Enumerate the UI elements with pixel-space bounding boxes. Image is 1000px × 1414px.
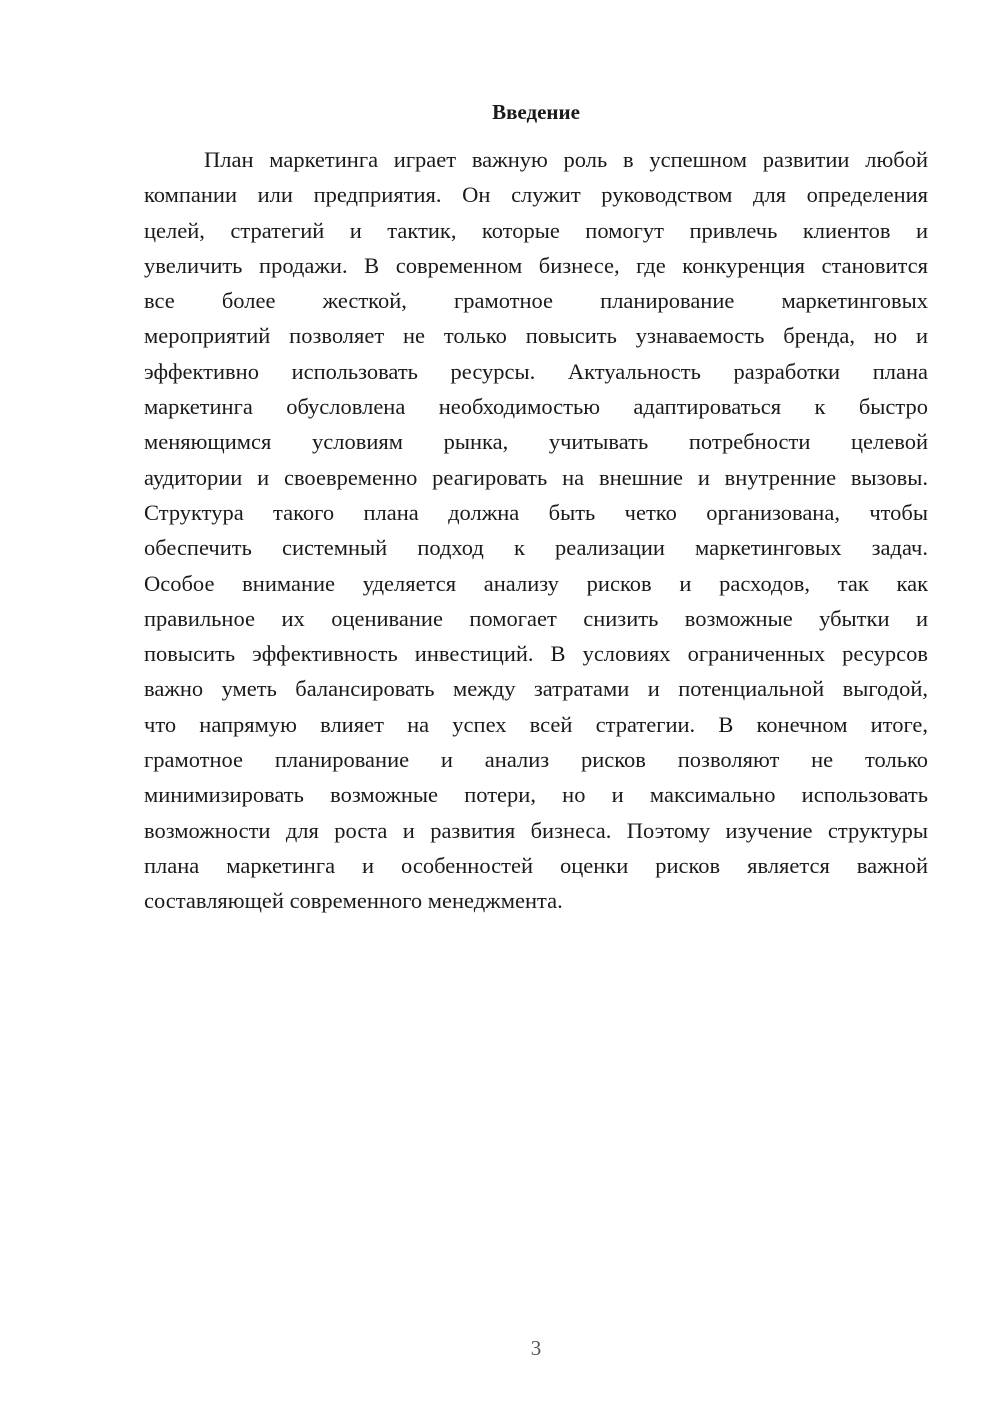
paragraph-line: важно уметь балансировать между затратами и потенциальной выгодой,	[144, 676, 928, 702]
paragraph-line: повысить эффективность инвестиций. В условиях ограниченных ресурсов	[144, 641, 928, 667]
paragraph-line: увеличить продажи. В современном бизнесе, где конкуренция становится	[144, 252, 928, 278]
paragraph-line: все более жесткой, грамотное планирование маркетинговых	[144, 288, 928, 314]
body-paragraph	[144, 142, 928, 919]
paragraph-line: эффективно использовать ресурсы. Актуальность разработки плана	[144, 358, 928, 384]
paragraph-line: минимизировать возможные потери, но и максимально использовать	[144, 782, 928, 808]
paragraph-line: компании или предприятия. Он служит руководством для определения	[144, 182, 928, 208]
paragraph-line: что напрямую влияет на успех всей стратегии. В конечном итоге,	[144, 711, 928, 737]
paragraph-line: составляющей современного менеджмента.	[144, 888, 563, 914]
paragraph-line: аудитории и своевременно реагировать на внешние и внутренние вызовы.	[144, 464, 928, 490]
section-heading: Введение	[492, 100, 580, 124]
paragraph-line: маркетинга обусловлена необходимостью адаптироваться к быстро	[144, 394, 928, 420]
paragraph-line: грамотное планирование и анализ рисков позволяют не только	[144, 747, 928, 773]
paragraph-line: Структура такого плана должна быть четко организована, чтобы	[144, 499, 928, 525]
paragraph-line: меняющимся условиям рынка, учитывать потребности целевой	[144, 429, 928, 455]
paragraph-line: возможности для роста и развития бизнеса. Поэтому изучение структуры	[144, 817, 928, 843]
paragraph-line: правильное их оценивание помогает снизить возможные убытки и	[144, 605, 928, 631]
paragraph-line: целей, стратегий и тактик, которые помогут привлечь клиентов и	[144, 217, 928, 243]
paragraph-line: Особое внимание уделяется анализу рисков и расходов, так как	[144, 570, 928, 596]
page-number: 3	[530, 1336, 542, 1360]
paragraph-line: мероприятий позволяет не только повысить узнаваемость бренда, но и	[144, 323, 928, 349]
paragraph-line: План маркетинга играет важную роль в успешном развитии любой	[204, 147, 928, 172]
paragraph-line: плана маркетинга и особенностей оценки рисков является важной	[144, 852, 928, 878]
paragraph-line: обеспечить системный подход к реализации маркетинговых задач.	[144, 535, 928, 561]
